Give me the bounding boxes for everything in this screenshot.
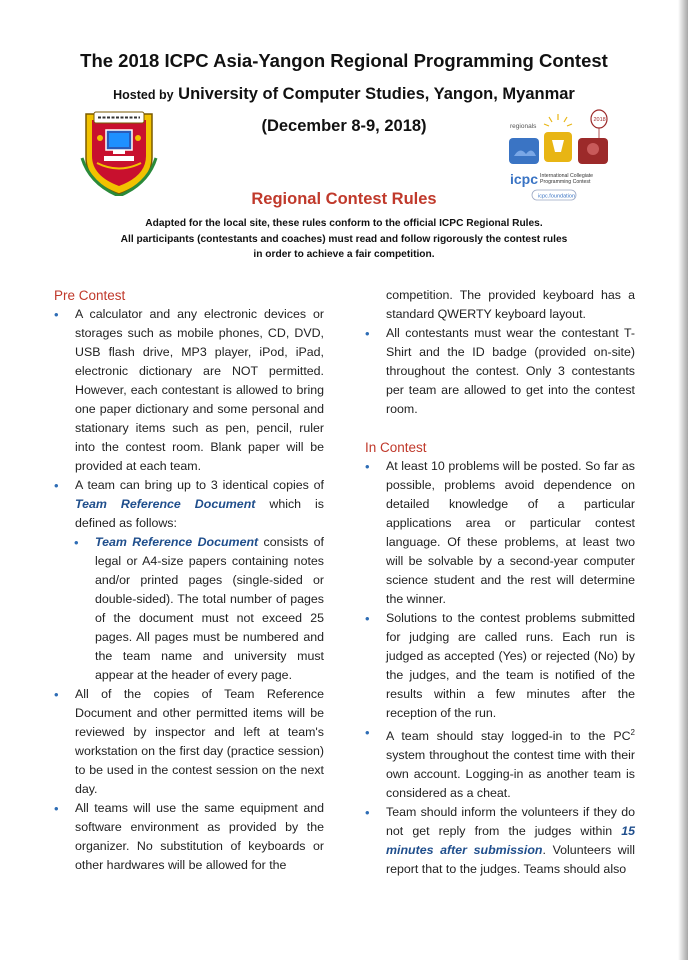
page-edge-shadow [678, 0, 688, 960]
list-item [52, 799, 324, 875]
list-item-text: . Volunteers will report that to the judges. Teams should also [386, 843, 635, 877]
icpc-org-line1: International Collegiate [540, 173, 594, 179]
list-item-text: Solutions to the contest problems submitted for judging are called runs. Each run is judged as accepted (Yes) or rejected (No) by the judges, and the team is notified of the results within a few minutes after the reception of the run. [386, 611, 635, 720]
hosted-by-prefix: Hosted by [113, 88, 174, 102]
bullet-icon: • [365, 805, 370, 821]
university-crest-logo [80, 108, 158, 196]
bullet-icon: • [54, 687, 59, 702]
bullet-icon: • [54, 801, 59, 816]
hosted-by-line [0, 85, 688, 104]
continued-text: competition. The provided keyboard has a standard QWERTY keyboard layout. [386, 288, 635, 321]
list-item-text: All contestants must wear the contestant T-Shirt and the ID badge (provided on-site) throughout the contest. Only 3 contestants per team are allowed to get into the contest room. [386, 326, 635, 416]
list-item [52, 305, 324, 476]
team-reference-sublist [72, 533, 324, 685]
contest-dates: (December 8-9, 2018) [261, 117, 427, 135]
emphasis-text: Team Reference Document [95, 535, 259, 549]
list-item-text: consists of legal or A4-size papers containing notes and/or printed pages (single-sided or double-sided). The total number of pages of the document must not exceed 25 pages. All pages must be numbered and the team name and university must appear at the header of every page. [95, 535, 324, 682]
list-item [363, 457, 635, 609]
list-item [72, 533, 324, 685]
regionals-label: regionals [510, 123, 537, 130]
list-item [363, 723, 635, 803]
icpc-wordmark: icpc [510, 171, 539, 187]
intro-line: All participants (contestants and coaches) must read and follow rigorously the contest rules [120, 233, 568, 245]
pre-contest-list [52, 305, 324, 533]
list-item [363, 803, 635, 879]
bullet-icon: • [365, 459, 370, 474]
page-title: The 2018 ICPC Asia-Yangon Regional Programming Contest [80, 50, 608, 71]
rules-title: Regional Contest Rules [251, 190, 437, 208]
bullet-icon: • [54, 307, 59, 322]
icpc-org-line2: Programming Contest [540, 179, 591, 185]
bullet-icon: • [365, 611, 370, 626]
left-column [52, 286, 324, 875]
bullet-icon: • [74, 535, 79, 550]
pre-contest-list-continued [52, 685, 324, 875]
list-item-text: A calculator and any electronic devices or storages such as mobile phones, CD, DVD, USB flash drive, MP3 player, iPod, iPad, electronic dictionary are NOT permitted. However, each contestant is allowed to bring one paper dictionary and some personal and stationary items such as pen, pencil, ruler into the contest room. Blank paper will be provided at each team. [75, 307, 324, 473]
right-column [363, 286, 635, 879]
emphasis-text: Team Reference Document [75, 497, 256, 511]
list-item [363, 324, 635, 419]
in-contest-list [363, 457, 635, 879]
list-item [363, 609, 635, 723]
list-item-text: Team should inform the volunteers if they do not get reply from the judges within [386, 805, 635, 839]
list-item-text: A team should stay logged-in to the PC [386, 729, 631, 744]
list-item-text: All teams will use the same equipment and software environment as provided by the organizer. No substitution of keyboards or other hardwares will be allowed for the [75, 801, 324, 872]
list-item-text: All of the copies of Team Reference Document and other permitted items will be reviewed by inspector and left at team's workstation on the first day (practice session) to be used in the contest session on the next day. [75, 687, 324, 796]
superscript: 2 [630, 728, 635, 737]
pre-contest-list-right [363, 324, 635, 419]
bullet-icon: • [365, 326, 370, 341]
list-item-text: which is defined as follows: [75, 497, 324, 530]
list-item-text: A team can bring up to 3 identical copies of [75, 478, 324, 492]
icpc-foundation-label: icpc.foundation [538, 193, 575, 200]
intro-line: Adapted for the local site, these rules conform to the official ICPC Regional Rules. [145, 218, 543, 229]
list-item [52, 476, 324, 533]
bullet-icon: • [54, 478, 59, 493]
list-item [52, 685, 324, 799]
hosted-by-name: University of Computer Studies, Yangon, Myanmar [178, 85, 575, 103]
emphasis-text: 15 minutes after submission [386, 824, 635, 858]
pre-contest-heading: Pre Contest [54, 288, 126, 303]
year-label: 2018 [593, 117, 606, 123]
rules-intro [0, 216, 688, 263]
bullet-icon: • [365, 725, 370, 740]
intro-line: in order to achieve a fair competition. [253, 249, 435, 260]
in-contest-heading: In Contest [365, 440, 427, 455]
list-item-text: At least 10 problems will be posted. So far as possible, problems avoid dependence on detailed knowledge of a particular applications area or particular contest language. Of these problems, at least two will be solvable by a second-year computer science student and the rest will determine the winner. [386, 459, 635, 606]
list-item-text: system throughout the contest time with their own account. Logging-in as another team is considered as a cheat. [386, 748, 635, 801]
